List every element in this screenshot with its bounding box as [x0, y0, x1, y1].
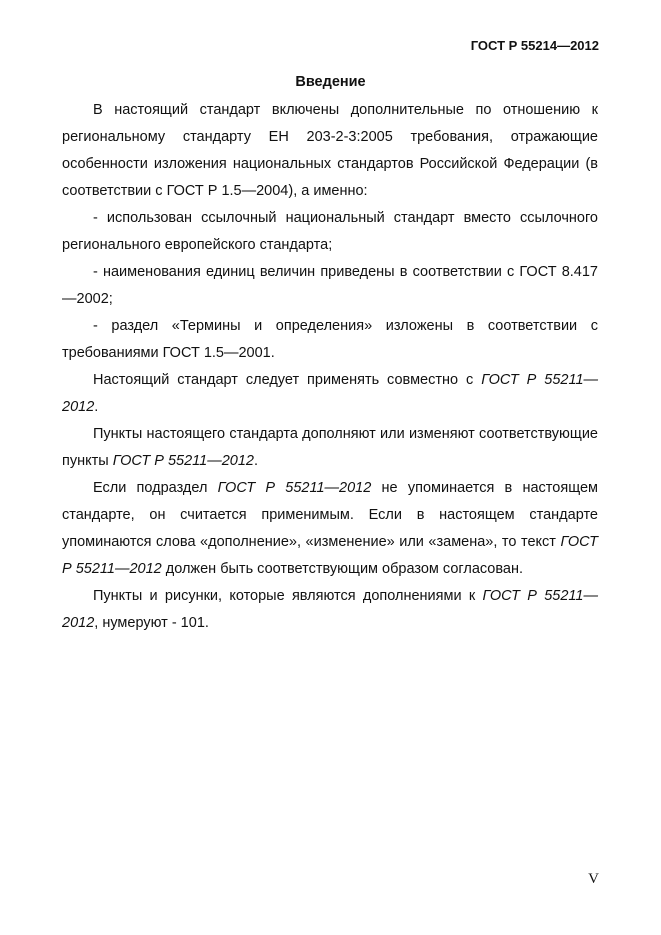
- paragraph-applicability: [62, 475, 598, 583]
- text-segment: , нумеруют - 101.: [94, 615, 209, 631]
- page-number: V: [588, 871, 599, 887]
- paragraph-item-terms: - раздел «Термины и определения» изложены в соответствии с требованиями ГОСТ 1.5—2001.: [62, 318, 598, 361]
- paragraph-item-units: - наименования единиц величин приведены в соответствии с ГОСТ 8.417—2002;: [62, 264, 598, 307]
- section-title: Введение: [295, 74, 366, 90]
- paragraph-intro: В настоящий стандарт включены дополнительные по отношению к региональному стандарту ЕН 203-2-3:2005 требования, отражающие особенности изложения национальных стандартов Российской Федерации (в соответствии с ГОСТ Р 1.5—2004), а именно:: [62, 102, 598, 199]
- text-segment: не упоминается в настоящем стандарте, он считается применимым. Если в настоящем стандарте упоминаются слова «дополнение», «изменение» или «замена», то текст: [62, 480, 598, 550]
- text-segment: Пункты настоящего стандарта дополняют или изменяют соответствующие пункты: [62, 426, 598, 469]
- standard-reference: ГОСТ Р 55211—2012: [112, 453, 254, 469]
- standard-reference: ГОСТ Р 55211—2012: [62, 534, 599, 577]
- paragraph-item-reference-standard: - использован ссылочный национальный стандарт вместо ссылочного регионального европейского стандарта;: [62, 210, 598, 253]
- standard-reference: ГОСТ Р 55211—2012: [62, 372, 599, 415]
- standard-reference: ГОСТ Р 55211—2012: [62, 588, 598, 631]
- document-designation: ГОСТ Р 55214—2012: [470, 38, 599, 53]
- text-segment: .: [94, 399, 99, 415]
- text-segment: .: [253, 453, 259, 469]
- document-body: [62, 97, 598, 637]
- paragraph-numbering: [62, 583, 598, 637]
- text-segment: должен быть соответствующим образом согласован.: [165, 561, 524, 577]
- text-segment: Пункты и рисунки, которые являются дополнениями к: [93, 588, 476, 604]
- paragraph-joint-use: [62, 367, 598, 421]
- standard-reference: ГОСТ Р 55211—2012: [217, 480, 372, 496]
- text-segment: Если подраздел: [93, 480, 208, 496]
- paragraph-amendments: [62, 421, 598, 475]
- text-segment: Настоящий стандарт следует применять совместно с: [93, 372, 474, 388]
